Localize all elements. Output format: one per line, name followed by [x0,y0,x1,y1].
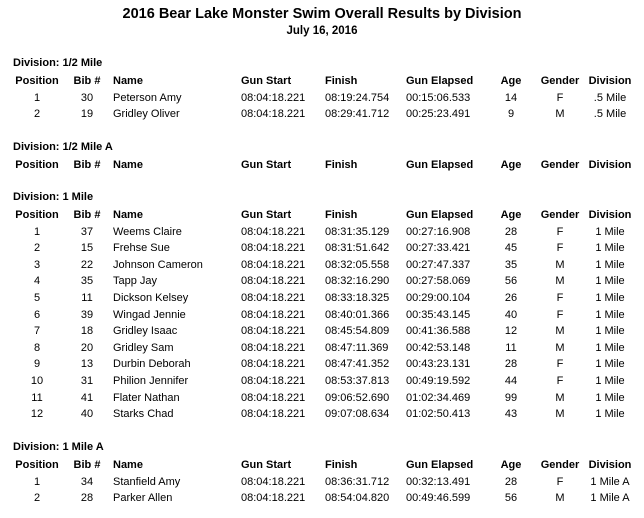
division-label: Division: 1 Mile [13,191,94,203]
column-header-bib: Bib # [73,209,101,221]
cell-gender: F [556,91,564,104]
cell-gender: M [555,108,565,121]
table-row [0,290,644,306]
cell-name: Gridley Isaac [113,325,178,338]
column-header-division: Division [588,459,632,471]
cell-finish: 08:31:51.642 [325,242,390,255]
cell-name: Philion Jennifer [113,375,189,387]
table-header-row [0,207,644,223]
cell-name: Weems Claire [113,225,182,238]
cell-finish: 08:32:16.290 [325,275,390,288]
cell-bib: 30 [80,91,94,104]
cell-gun-elapsed: 01:02:34.469 [406,391,471,404]
column-header-bib: Bib # [73,75,101,87]
cell-gun-start: 08:04:18.221 [241,225,306,238]
cell-gun-elapsed: 00:42:53.148 [406,341,471,354]
cell-gun-start: 08:04:18.221 [241,492,306,505]
cell-gun-elapsed: 00:25:23.491 [406,108,471,121]
cell-gun-elapsed: 00:15:06.533 [406,91,471,104]
cell-bib: 15 [80,242,94,255]
column-header-age: Age [500,159,522,171]
cell-position: 2 [33,492,41,505]
cell-age: 43 [504,408,518,421]
cell-age: 35 [504,258,518,271]
cell-gun-start: 08:04:18.221 [241,391,306,404]
cell-position: 11 [31,391,43,404]
cell-gender: F [556,358,564,371]
cell-name: Starks Chad [113,408,174,421]
cell-gun-elapsed: 00:49:46.599 [406,492,471,505]
table-row [0,474,644,490]
column-header-position: Position [15,459,59,471]
division-label: Division: 1/2 Mile [13,57,103,69]
cell-finish: 09:07:08.634 [325,408,390,421]
column-header-finish: Finish [325,209,358,221]
cell-gender: F [556,308,564,321]
cell-position: 12 [30,408,44,421]
cell-bib: 40 [80,408,94,421]
cell-gender: M [555,492,565,505]
column-header-gender: Gender [540,159,580,171]
cell-division: 1 Mile [595,408,625,421]
cell-gun-start: 08:04:18.221 [241,91,306,104]
column-header-division: Division [588,75,632,87]
column-header-gender: Gender [540,75,580,87]
table-row [0,356,644,372]
column-header-name: Name [113,209,143,221]
cell-name: Peterson Amy [113,91,182,104]
cell-gun-start: 08:04:18.221 [241,475,306,488]
cell-position: 3 [33,258,41,271]
cell-age: 40 [504,308,518,321]
column-header-division: Division [588,209,632,221]
cell-gender: F [556,375,564,387]
column-header-age: Age [500,459,522,471]
cell-age: 45 [504,242,518,255]
table-row [0,240,644,256]
column-header-name: Name [113,159,143,171]
cell-bib: 13 [80,358,94,371]
cell-age: 11 [505,341,517,354]
cell-name: Parker Allen [113,492,173,505]
column-header-gender: Gender [540,209,580,221]
column-header-finish: Finish [325,459,358,471]
cell-position: 7 [33,325,41,338]
cell-position: 9 [33,358,41,371]
column-header-gun-start: Gun Start [241,209,292,221]
cell-finish: 09:06:52.690 [325,391,390,404]
cell-position: 5 [33,292,41,304]
cell-position: 10 [30,375,44,387]
cell-bib: 31 [80,375,94,387]
table-header-row [0,73,644,89]
cell-gun-elapsed: 00:27:33.421 [406,242,471,255]
table-row [0,340,644,356]
cell-gun-start: 08:04:18.221 [241,275,306,288]
cell-finish: 08:47:11.369 [325,341,389,354]
cell-bib: 39 [80,308,94,321]
cell-age: 28 [504,225,518,238]
cell-gun-elapsed: 00:27:47.337 [406,258,471,271]
cell-gun-elapsed: 00:43:23.131 [406,358,471,371]
cell-gender: M [555,341,565,354]
cell-gun-start: 08:04:18.221 [241,308,306,321]
cell-division: 1 Mile [595,225,625,238]
column-header-name: Name [113,459,143,471]
column-header-name: Name [113,75,143,87]
column-header-position: Position [15,209,59,221]
cell-gun-start: 08:04:18.221 [241,358,306,371]
column-header-gun-start: Gun Start [241,459,292,471]
cell-division: .5 Mile [593,91,627,104]
cell-position: 2 [33,108,41,121]
cell-division: 1 Mile [595,375,625,387]
cell-name: Tapp Jay [113,275,158,288]
cell-bib: 35 [80,275,94,288]
cell-bib: 11 [81,292,93,304]
cell-division: 1 Mile [595,325,625,338]
table-row [0,390,644,406]
cell-gun-start: 08:04:18.221 [241,258,306,271]
cell-age: 28 [504,475,518,488]
column-header-bib: Bib # [73,159,101,171]
cell-gun-elapsed: 00:27:58.069 [406,275,471,288]
column-header-gun-start: Gun Start [241,159,292,171]
cell-gun-elapsed: 00:35:43.145 [406,308,471,321]
cell-gun-start: 08:04:18.221 [241,108,306,121]
cell-division: 1 Mile [595,292,625,304]
cell-gun-elapsed: 00:32:13.491 [406,475,471,488]
cell-position: 1 [33,91,41,104]
cell-name: Johnson Cameron [113,258,203,271]
cell-gender: F [556,242,564,255]
cell-finish: 08:40:01.366 [325,308,390,321]
division-label: Division: 1 Mile A [13,441,104,453]
cell-gender: M [555,391,565,404]
cell-division: 1 Mile [595,242,625,255]
table-row [0,307,644,323]
cell-division: 1 Mile [595,258,625,271]
cell-division: 1 Mile A [590,492,630,505]
division-label: Division: 1/2 Mile A [13,141,113,153]
cell-finish: 08:47:41.352 [325,358,390,371]
cell-gun-start: 08:04:18.221 [241,242,306,255]
column-header-gun-elapsed: Gun Elapsed [406,209,474,221]
cell-position: 8 [33,341,41,354]
cell-finish: 08:53:37.813 [325,375,390,387]
cell-division: 1 Mile [595,308,625,321]
cell-gender: F [556,292,564,304]
cell-gun-start: 08:04:18.221 [241,408,306,421]
cell-name: Flater Nathan [113,391,180,404]
cell-gun-elapsed: 00:49:19.592 [406,375,471,387]
table-row [0,90,644,106]
cell-gun-elapsed: 00:41:36.588 [406,325,471,338]
cell-gender: M [555,258,565,271]
cell-bib: 18 [80,325,94,338]
cell-gender: M [555,275,565,288]
page-title: 2016 Bear Lake Monster Swim Overall Results by Division [122,6,522,22]
table-row [0,406,644,422]
cell-name: Gridley Oliver [113,108,180,121]
column-header-gun-elapsed: Gun Elapsed [406,159,474,171]
cell-bib: 41 [80,391,94,404]
cell-finish: 08:32:05.558 [325,258,390,271]
cell-bib: 28 [80,492,94,505]
cell-gender: M [555,325,565,338]
cell-name: Gridley Sam [113,341,174,354]
cell-position: 4 [33,275,41,288]
cell-finish: 08:36:31.712 [325,475,390,488]
column-header-finish: Finish [325,75,358,87]
column-header-age: Age [500,75,522,87]
cell-division: 1 Mile [595,358,625,371]
cell-finish: 08:54:04.820 [325,492,390,505]
cell-bib: 22 [80,258,94,271]
cell-gun-start: 08:04:18.221 [241,325,306,338]
cell-age: 9 [507,108,515,121]
table-row [0,323,644,339]
cell-gender: F [556,475,564,488]
cell-finish: 08:31:35.129 [325,225,390,238]
table-header-row [0,157,644,173]
cell-finish: 08:29:41.712 [325,108,390,121]
cell-finish: 08:45:54.809 [325,325,390,338]
column-header-gun-elapsed: Gun Elapsed [406,75,474,87]
cell-name: Durbin Deborah [113,358,191,371]
cell-gender: M [555,408,565,421]
event-date: July 16, 2016 [286,25,358,37]
cell-gun-elapsed: 00:27:16.908 [406,225,471,238]
cell-division: 1 Mile [595,391,625,404]
cell-finish: 08:33:18.325 [325,292,390,304]
table-row [0,106,644,122]
cell-name: Dickson Kelsey [113,292,189,304]
cell-name: Frehse Sue [113,242,170,255]
column-header-gender: Gender [540,459,580,471]
cell-position: 2 [33,242,41,255]
cell-division: 1 Mile [595,275,625,288]
table-row [0,257,644,273]
column-header-gun-start: Gun Start [241,75,292,87]
column-header-division: Division [588,159,632,171]
cell-bib: 19 [80,108,94,121]
table-row [0,224,644,240]
cell-age: 56 [504,275,518,288]
cell-gun-start: 08:04:18.221 [241,292,306,304]
cell-division: .5 Mile [593,108,627,121]
column-header-position: Position [15,159,59,171]
cell-division: 1 Mile A [590,475,630,488]
column-header-bib: Bib # [73,459,101,471]
cell-gun-elapsed: 01:02:50.413 [406,408,471,421]
cell-position: 1 [33,225,41,238]
cell-gun-start: 08:04:18.221 [241,341,306,354]
cell-bib: 20 [80,341,94,354]
cell-gender: F [556,225,564,238]
cell-age: 56 [504,492,518,505]
column-header-gun-elapsed: Gun Elapsed [406,459,474,471]
cell-gun-elapsed: 00:29:00.104 [406,292,471,304]
cell-bib: 37 [80,225,94,238]
cell-age: 14 [504,91,518,104]
cell-age: 12 [504,325,518,338]
cell-name: Stanfield Amy [113,475,181,488]
cell-age: 44 [504,375,518,387]
table-row [0,373,644,389]
cell-position: 1 [33,475,41,488]
cell-position: 6 [33,308,41,321]
cell-bib: 34 [80,475,94,488]
cell-age: 99 [504,391,518,404]
cell-gun-start: 08:04:18.221 [241,375,306,387]
cell-finish: 08:19:24.754 [325,91,390,104]
column-header-age: Age [500,209,522,221]
table-header-row [0,457,644,473]
table-row [0,273,644,289]
cell-division: 1 Mile [595,341,625,354]
column-header-position: Position [15,75,59,87]
table-row [0,490,644,506]
cell-age: 26 [504,292,518,304]
cell-age: 28 [504,358,518,371]
cell-name: Wingad Jennie [113,308,186,321]
column-header-finish: Finish [325,159,358,171]
